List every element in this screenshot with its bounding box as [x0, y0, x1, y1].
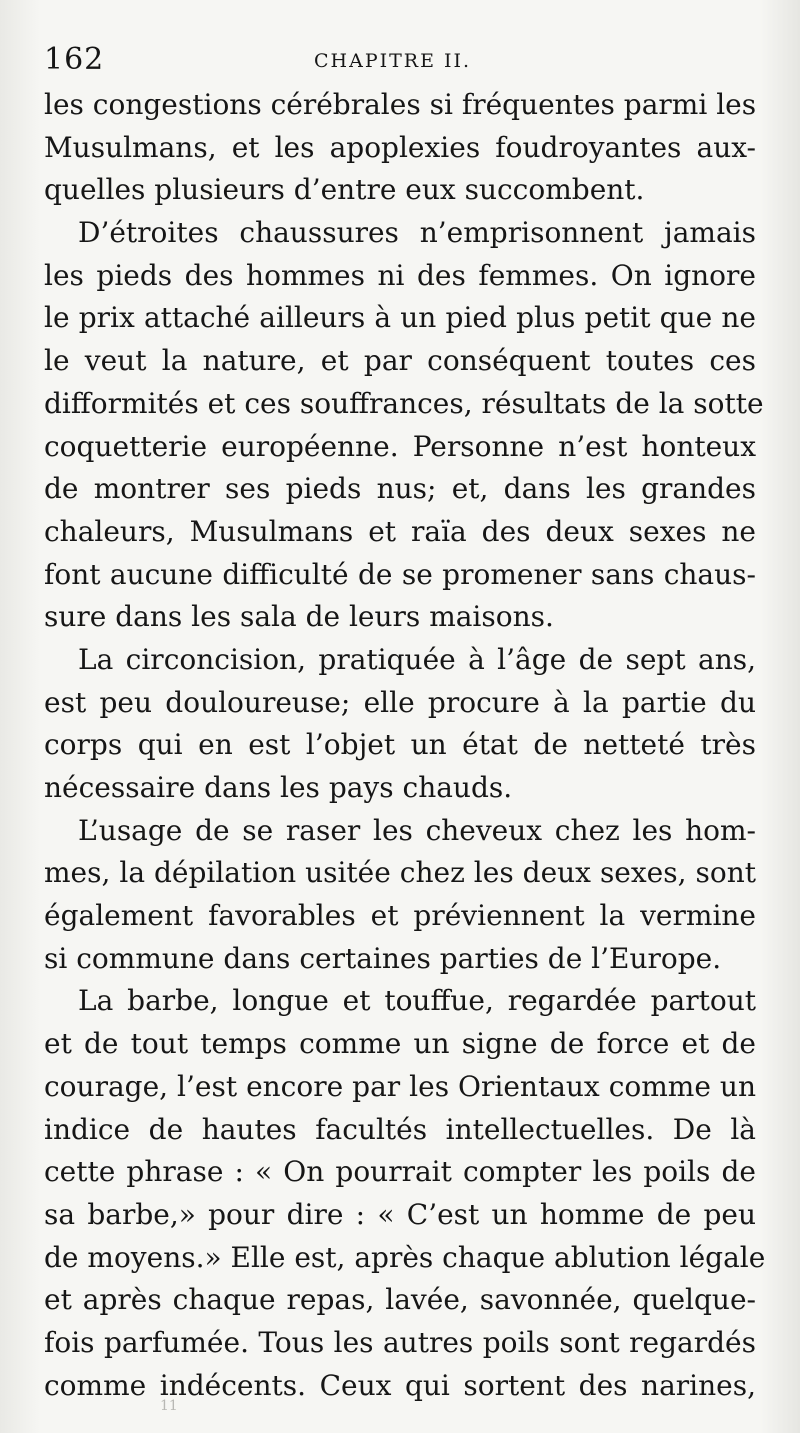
running-head: CHAPITRE II.	[314, 50, 472, 72]
text-line: D’étroites chaussures n’emprisonnent jamais	[78, 216, 756, 250]
text-line: de moyens.» Elle est, après chaque ablution légale	[44, 1240, 766, 1274]
text-line: difformités et ces souffrances, résultats de la sotte	[44, 386, 764, 420]
text-line: chaleurs, Musulmans et raïa des deux sexes ne	[44, 514, 756, 548]
page-number: 162	[44, 42, 105, 77]
page-header	[44, 42, 754, 82]
text-line: fois parfumée. Tous les autres poils sont regardés	[44, 1325, 756, 1359]
text-line: corps qui en est l’objet un état de netteté très	[44, 728, 756, 762]
text-line: indice de hautes facultés intellectuelles. De là	[44, 1112, 756, 1146]
text-line: également favorables et préviennent la vermine	[44, 899, 756, 933]
signature-mark: 11	[160, 1398, 178, 1414]
text-line: les pieds des hommes ni des femmes. On ignore	[44, 258, 756, 292]
text-line: quelles plusieurs d’entre eux succombent.	[44, 173, 645, 207]
text-line: comme indécents. Ceux qui sortent des narines,	[44, 1368, 756, 1402]
text-line: et de tout temps comme un signe de force et de	[44, 1027, 756, 1061]
text-line: le prix attaché ailleurs à un pied plus petit que ne	[44, 301, 756, 335]
text-line: L’usage de se raser les cheveux chez les hom-	[78, 813, 756, 847]
text-line: les congestions cérébrales si fréquentes parmi les	[44, 88, 757, 121]
text-line: et après chaque repas, lavée, savonnée, quelque-	[44, 1283, 756, 1317]
text-line: mes, la dépilation usitée chez les deux sexes, sont	[44, 856, 756, 890]
text-line: le veut la nature, et par conséquent toutes ces	[44, 344, 756, 378]
text-line: est peu douloureuse; elle procure à la partie du	[44, 685, 756, 719]
text-line: La circoncision, pratiquée à l’âge de sept ans,	[78, 642, 756, 676]
text-line: de montrer ses pieds nus; et, dans les grandes	[44, 472, 756, 506]
text-line: La barbe, longue et touffue, regardée partout	[78, 984, 756, 1018]
text-line: coquetterie européenne. Personne n’est honteux	[44, 429, 756, 463]
body-text	[44, 84, 766, 1407]
text-line: sure dans les sala de leurs maisons.	[44, 600, 554, 634]
text-line: si commune dans certaines parties de l’Europe.	[44, 941, 722, 975]
text-line: cette phrase : « On pourrait compter les poils de	[44, 1155, 756, 1189]
text-line: Musulmans, et les apoplexies foudroyantes aux-	[44, 130, 756, 164]
text-line: nécessaire dans les pays chauds.	[44, 771, 513, 804]
text-line: sa barbe,» pour dire : « C’est un homme de peu	[44, 1197, 756, 1231]
text-line: courage, l’est encore par les Orientaux comme un	[44, 1069, 756, 1103]
text-line: font aucune difficulté de se promener sans chaus-	[44, 557, 756, 591]
